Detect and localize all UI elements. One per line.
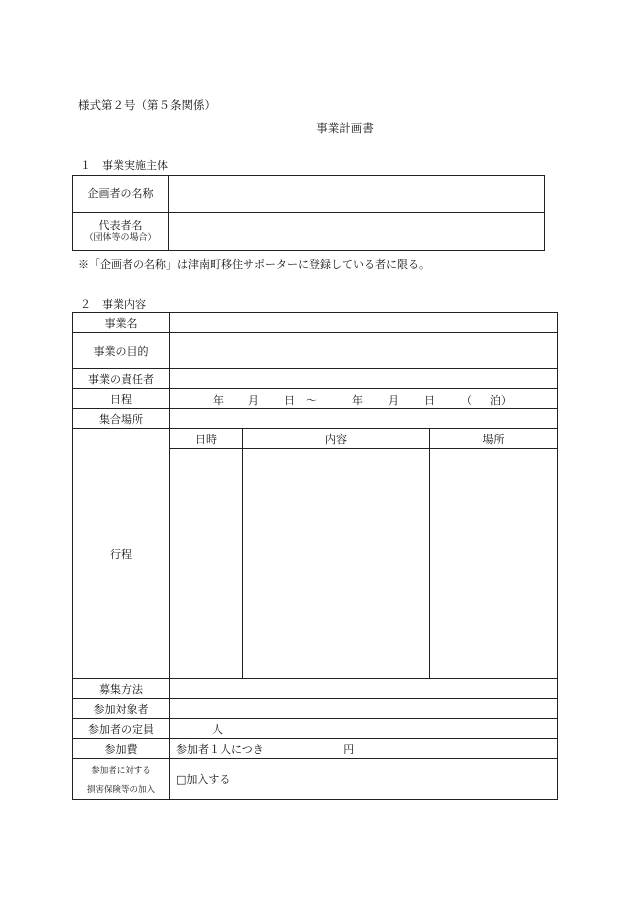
representative-row: [73, 213, 545, 251]
document-title: 事業計画書: [316, 121, 374, 135]
insurance-option-label: 加入する: [186, 773, 231, 786]
schedule-tilde: ～: [306, 394, 317, 407]
recruitment-row: [73, 679, 558, 699]
schedule-label: 日程: [73, 389, 170, 409]
capacity-unit: 人: [212, 722, 223, 736]
itinerary-body: [170, 449, 557, 679]
itinerary-label: 行程: [73, 429, 170, 679]
insurance-label-line2: 損害保険等の加入: [86, 785, 155, 795]
target-label: 参加対象者: [73, 699, 170, 719]
fee-row: [73, 739, 558, 759]
itinerary-col-datetime: 日時: [170, 429, 243, 449]
itinerary-table: [170, 429, 557, 678]
schedule-field[interactable]: [170, 389, 558, 409]
section2-heading: ２ 事業内容: [80, 298, 146, 311]
schedule-row: [73, 389, 558, 409]
business-name-row: [73, 313, 558, 333]
manager-row: [73, 369, 558, 389]
representative-label-sub: （団体等の場合）: [84, 233, 157, 243]
manager-label: 事業の責任者: [73, 369, 170, 389]
meeting-place-row: [73, 409, 558, 429]
schedule-day2: 日: [424, 394, 435, 407]
business-name-label: 事業名: [73, 313, 170, 333]
organizer-name-field[interactable]: [169, 176, 545, 213]
itinerary-header: [170, 429, 557, 449]
organizer-table: [72, 175, 545, 251]
section1-heading: １ 事業実施主体: [80, 159, 168, 172]
fee-field[interactable]: [170, 739, 558, 759]
representative-field[interactable]: [169, 213, 545, 251]
form-number: 様式第２号（第５条関係）: [78, 98, 216, 112]
fee-unit: 円: [343, 742, 355, 756]
purpose-field[interactable]: [170, 333, 558, 369]
schedule-month1: 月: [248, 394, 259, 407]
itinerary-col-place: 場所: [430, 429, 558, 449]
target-field[interactable]: [170, 699, 558, 719]
purpose-row: [73, 333, 558, 369]
schedule-month2: 月: [388, 394, 399, 407]
capacity-row: [73, 719, 558, 739]
itinerary-datetime-field[interactable]: [170, 449, 243, 679]
insurance-field: [170, 759, 558, 800]
schedule-nights: 泊）: [490, 394, 512, 407]
meeting-place-label: 集合場所: [73, 409, 170, 429]
insurance-row: [73, 759, 558, 800]
business-name-field[interactable]: [170, 313, 558, 333]
representative-label: [73, 213, 169, 251]
insurance-label-line1: 参加者に対する: [91, 766, 151, 776]
fee-prefix: 参加者１人につき: [176, 742, 264, 756]
capacity-field[interactable]: [170, 719, 558, 739]
itinerary-place-field[interactable]: [430, 449, 558, 679]
organizer-name-label: 企画者の名称: [73, 176, 169, 213]
insurance-label: [73, 759, 170, 800]
recruitment-label: 募集方法: [73, 679, 170, 699]
organizer-note: ※「企画者の名称」は津南町移住サポーターに登録している者に限る。: [78, 258, 430, 271]
schedule-year1: 年: [213, 394, 224, 407]
manager-field[interactable]: [170, 369, 558, 389]
itinerary-cell: [170, 429, 558, 679]
representative-label-main: 代表者名: [98, 219, 143, 232]
meeting-place-field[interactable]: [170, 409, 558, 429]
insurance-checkbox-icon[interactable]: □: [176, 773, 187, 786]
business-table: [72, 312, 558, 800]
target-row: [73, 699, 558, 719]
itinerary-col-content: 内容: [243, 429, 430, 449]
itinerary-content-field[interactable]: [243, 449, 430, 679]
capacity-label: 参加者の定員: [73, 719, 170, 739]
schedule-year2: 年: [352, 394, 363, 407]
schedule-paren-open: （: [461, 394, 472, 407]
fee-label: 参加費: [73, 739, 170, 759]
purpose-label: 事業の目的: [73, 333, 170, 369]
itinerary-row: [73, 429, 558, 679]
schedule-day1: 日: [284, 394, 295, 407]
organizer-name-row: [73, 176, 545, 213]
recruitment-field[interactable]: [170, 679, 558, 699]
